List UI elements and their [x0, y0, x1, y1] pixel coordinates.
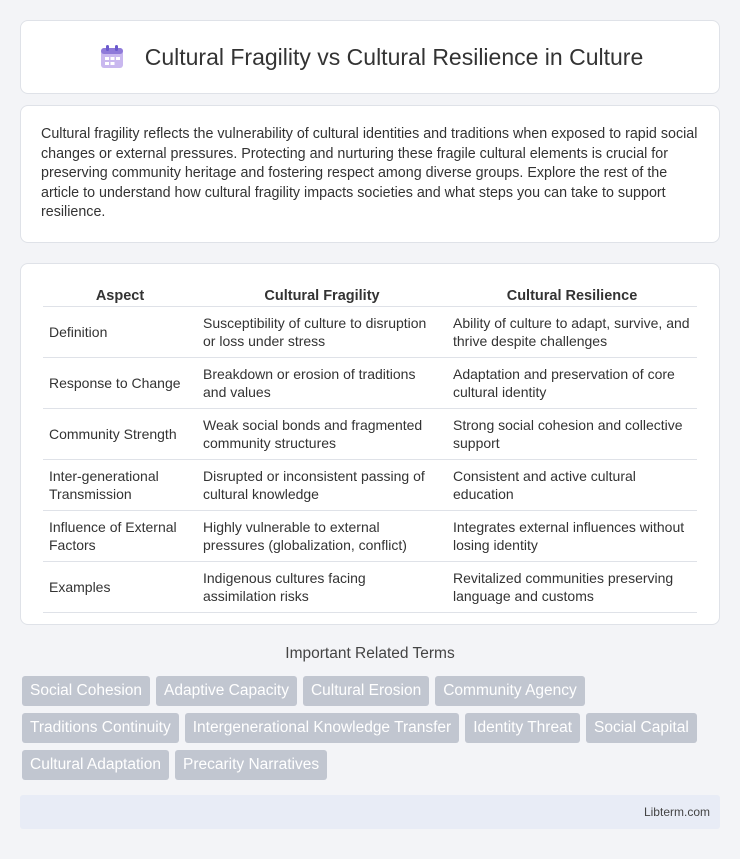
- table-row: [43, 358, 697, 409]
- term-tag[interactable]: Social Capital: [586, 713, 697, 743]
- table-header-row: [43, 284, 697, 307]
- resilience-cell: Revitalized communities preserving language and customs: [447, 562, 697, 613]
- aspect-cell: Inter-generational Transmission: [43, 460, 197, 511]
- calendar-icon: [97, 42, 127, 72]
- term-tag[interactable]: Precarity Narratives: [175, 750, 327, 780]
- header-resilience: Cultural Resilience: [447, 284, 697, 307]
- term-tag[interactable]: Social Cohesion: [22, 676, 150, 706]
- term-tag[interactable]: Traditions Continuity: [22, 713, 179, 743]
- table-row: [43, 409, 697, 460]
- aspect-cell: Examples: [43, 562, 197, 613]
- term-tag[interactable]: Adaptive Capacity: [156, 676, 297, 706]
- comparison-table: [43, 284, 697, 613]
- related-terms-list: [22, 676, 722, 787]
- term-tag[interactable]: Cultural Adaptation: [22, 750, 169, 780]
- resilience-cell: Integrates external influences without losing identity: [447, 511, 697, 562]
- fragility-cell: Susceptibility of culture to disruption or loss under stress: [197, 307, 447, 358]
- resilience-cell: Adaptation and preservation of core cultural identity: [447, 358, 697, 409]
- table-row: [43, 460, 697, 511]
- table-row: [43, 307, 697, 358]
- header-fragility: Cultural Fragility: [197, 284, 447, 307]
- header-card: [20, 20, 720, 94]
- resilience-cell: Strong social cohesion and collective support: [447, 409, 697, 460]
- aspect-cell: Response to Change: [43, 358, 197, 409]
- header-aspect: Aspect: [43, 284, 197, 307]
- footer: [20, 795, 720, 829]
- resilience-cell: Ability of culture to adapt, survive, and thrive despite challenges: [447, 307, 697, 358]
- resilience-cell: Consistent and active cultural education: [447, 460, 697, 511]
- intro-card: [20, 105, 720, 243]
- fragility-cell: Indigenous cultures facing assimilation risks: [197, 562, 447, 613]
- aspect-cell: Influence of External Factors: [43, 511, 197, 562]
- term-tag[interactable]: Intergenerational Knowledge Transfer: [185, 713, 460, 743]
- fragility-cell: Weak social bonds and fragmented community structures: [197, 409, 447, 460]
- table-row: [43, 562, 697, 613]
- term-tag[interactable]: Community Agency: [435, 676, 585, 706]
- page-title: Cultural Fragility vs Cultural Resilience in Culture: [144, 43, 644, 70]
- footer-site-link[interactable]: Libterm.com: [643, 805, 710, 819]
- comparison-card: [20, 263, 720, 625]
- term-tag[interactable]: Cultural Erosion: [303, 676, 429, 706]
- fragility-cell: Breakdown or erosion of traditions and values: [197, 358, 447, 409]
- fragility-cell: Disrupted or inconsistent passing of cultural knowledge: [197, 460, 447, 511]
- intro-text: Cultural fragility reflects the vulnerability of cultural identities and traditions when exposed to rapid social changes or external pressures. Protecting and nurturing these fragile cultural elements is crucial for preserving community heritage and fostering respect among diverse groups. Explore the rest of the article to understand how cultural fragility impacts societies and what steps you can take to support resilience.: [41, 126, 698, 221]
- aspect-cell: Community Strength: [43, 409, 197, 460]
- related-terms-title: Important Related Terms: [285, 645, 455, 662]
- aspect-cell: Definition: [43, 307, 197, 358]
- fragility-cell: Highly vulnerable to external pressures (globalization, conflict): [197, 511, 447, 562]
- table-row: [43, 511, 697, 562]
- term-tag[interactable]: Identity Threat: [465, 713, 580, 743]
